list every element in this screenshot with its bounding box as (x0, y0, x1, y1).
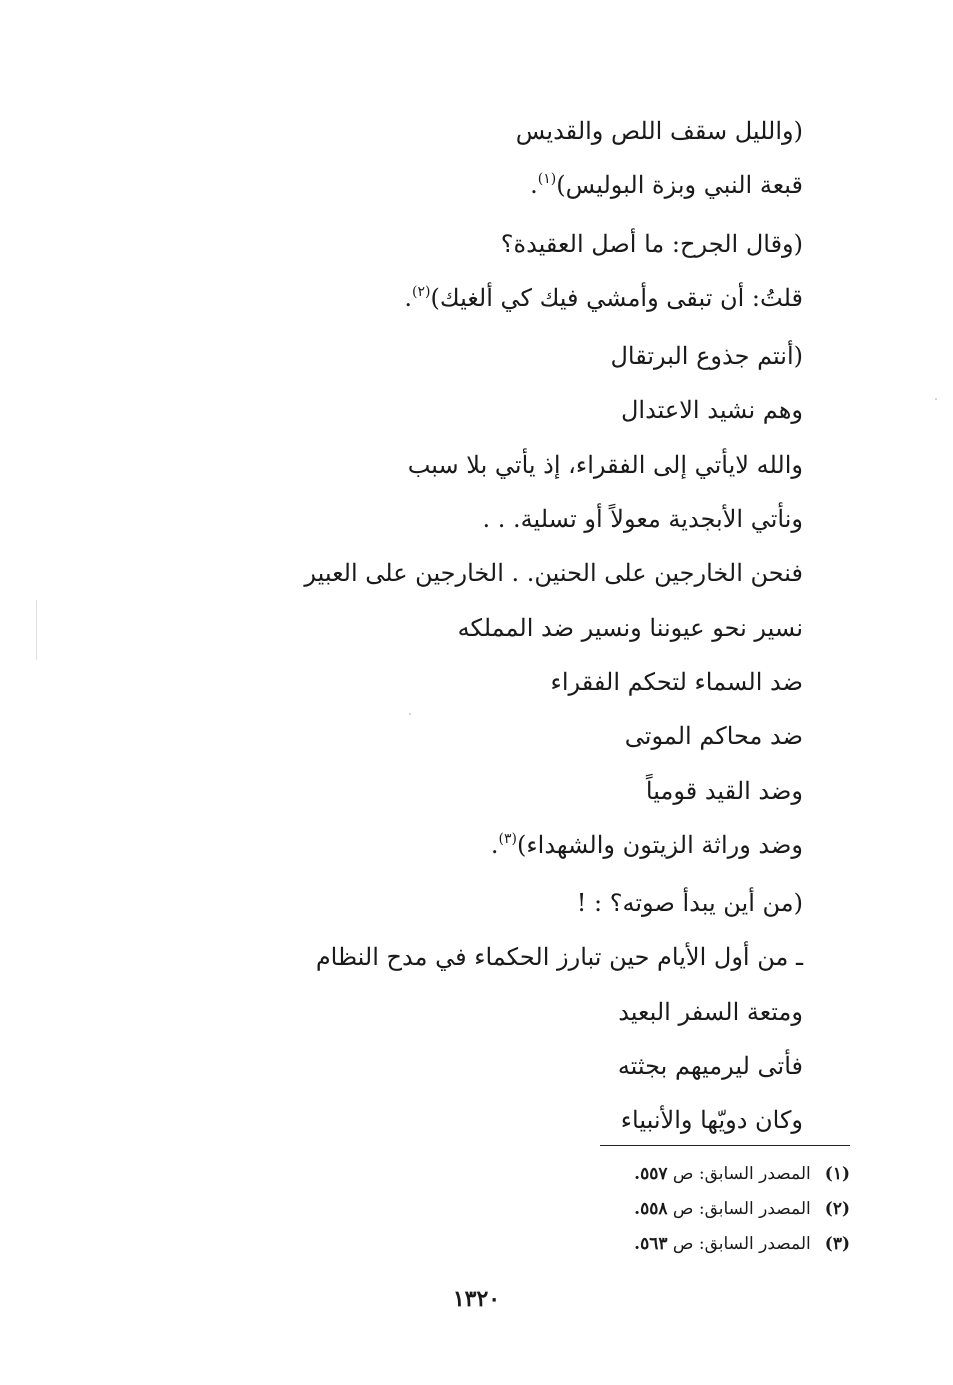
poem-line: قبعة النبي وبزة البوليس)$^{(١)}$. (530, 171, 803, 200)
poem-line: قلتُ: أن تبقى وأمشي فيك كي ألغيك)$^{(٢)}$. (404, 283, 803, 312)
poem-line: وهم نشيد الاعتدال (620, 396, 803, 425)
poem-line: وكان دويّها والأنبياء (620, 1106, 803, 1135)
poem-line: (والليل سقف اللص والقديس (515, 117, 803, 145)
poem-line: ومتعة السفر البعيد (618, 997, 803, 1026)
footnote-number: (٣) (824, 1234, 850, 1254)
poem-line: ضد السماء لتحكم الفقراء (550, 667, 803, 696)
scan-speck (935, 398, 937, 400)
footnotes (450, 1157, 850, 1262)
footnote-number: (٢) (824, 1199, 850, 1219)
poem-body (243, 104, 803, 1148)
poem-line: وضد وراثة الزيتون والشهداء)$^{(٣)}$. (490, 830, 803, 859)
scan-speck (409, 713, 411, 715)
poem-line: وضد القيد قومياً (645, 776, 803, 805)
footnote-item: (٢)المصدر السابق: ص ٥٥٨. (634, 1199, 850, 1219)
poem-line: ـ من أول الأيام حين تبارز الحكماء في مدح النظام (315, 943, 803, 972)
poem-line: ضد محاكم الموتى (624, 722, 803, 751)
scan-edge-mark (36, 600, 37, 660)
footnote-page: ٥٥٨. (634, 1199, 668, 1219)
page-number: ١٣٢٠ (452, 1286, 501, 1312)
poem-line: (من أين يبدأ صوته؟ : ! (576, 889, 803, 918)
footnote-divider (600, 1145, 850, 1146)
footnote-item: (١)المصدر السابق: ص ٥٥٧. (634, 1164, 850, 1184)
footnote-ref: (٢) (412, 283, 431, 300)
poem-line: (وقال الجرح: ما أصل العقيدة؟ (500, 229, 803, 258)
poem-line: فنحن الخارجين على الحنين. . الخارجين على العبير (304, 559, 803, 588)
poem-line: (أنتم جذوع البرتقال (610, 342, 803, 371)
footnote-ref: (١) (537, 171, 557, 188)
poem-line: نسير نحو عيوننا ونسير ضد المملكه (457, 613, 803, 642)
poem-line: فأتى ليرميهم بجثته (617, 1052, 803, 1081)
footnote-page: ٥٦٣. (634, 1234, 668, 1254)
footnote-ref: (٣) (498, 830, 518, 847)
footnote-number: (١) (824, 1164, 850, 1184)
poem-line: ونأتي الأبجدية معولاً أو تسلية. . . (482, 505, 803, 534)
footnote-item: (٣)المصدر السابق: ص ٥٦٣. (634, 1234, 850, 1254)
poem-line: والله لايأتي إلى الفقراء، إذ يأتي بلا سبب (407, 450, 803, 479)
footnote-page: ٥٥٧. (634, 1164, 668, 1184)
